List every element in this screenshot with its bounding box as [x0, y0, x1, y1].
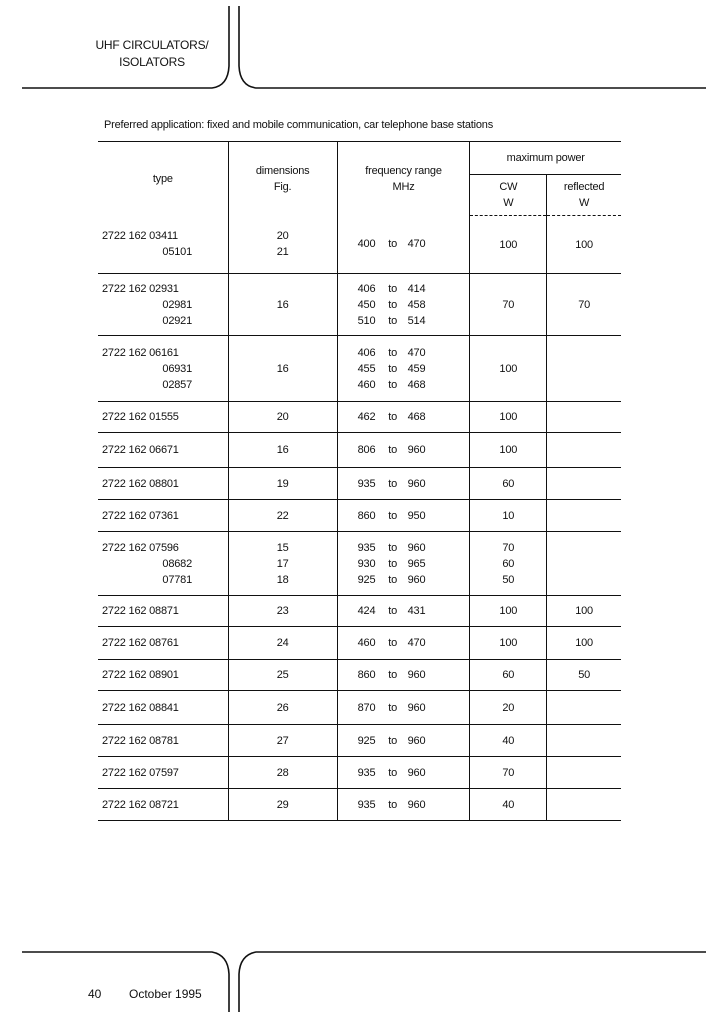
freq-to: to	[388, 282, 398, 295]
reflected-power-value: 100	[575, 238, 593, 251]
freq-to: to	[388, 444, 398, 456]
type-number: 2722 162 08761	[102, 637, 179, 649]
freq-to: to	[388, 557, 398, 570]
fig-number: 16	[276, 298, 289, 311]
reflected-power-cell	[547, 468, 621, 500]
freq-to: to	[388, 605, 398, 617]
table-row	[98, 468, 621, 500]
type-cell	[98, 336, 228, 402]
freq-high: 960	[407, 669, 426, 681]
frequency-range	[338, 313, 470, 329]
cw-power-value: 70	[502, 766, 515, 779]
col-header-cw-unit: W	[503, 197, 514, 209]
frequency-range	[338, 603, 470, 619]
freq-to: to	[388, 701, 398, 714]
fig-number: 22	[276, 509, 289, 522]
table-row	[98, 500, 621, 532]
freq-low: 406	[357, 346, 376, 359]
col-header-reflected-unit: W	[579, 197, 590, 209]
type-variant-number	[102, 572, 228, 588]
frequency-range-cell	[337, 336, 470, 402]
type-number: 2722 162 06161	[102, 346, 179, 359]
col-header-frequency	[337, 142, 470, 216]
table-row	[98, 402, 621, 433]
type-variant-number	[102, 244, 228, 260]
reflected-power-cell	[547, 660, 621, 691]
cw-power-cell	[470, 433, 547, 468]
freq-to: to	[388, 411, 398, 423]
frequency-range-cell	[337, 691, 470, 725]
col-header-dimensions-label: dimensions	[255, 164, 310, 177]
cw-power-cell	[470, 660, 547, 691]
fig-number: 20	[276, 411, 289, 423]
type-variant-number	[102, 556, 228, 572]
type-suffix: 07781	[162, 573, 192, 586]
reflected-power-value: 50	[578, 669, 591, 681]
freq-low: 455	[357, 362, 376, 375]
type-number: 2722 162 03411	[102, 230, 178, 243]
freq-high: 459	[407, 362, 426, 375]
type-cell	[98, 216, 228, 274]
type-cell	[98, 757, 228, 789]
type-suffix: 08682	[162, 557, 192, 570]
type-cell	[98, 500, 228, 532]
table-row	[98, 336, 621, 402]
fig-number: 29	[276, 798, 289, 811]
freq-high: 950	[407, 509, 426, 522]
freq-high: 960	[407, 477, 426, 490]
freq-low: 860	[357, 509, 376, 522]
freq-low: 806	[357, 444, 376, 456]
type-cell	[98, 402, 228, 433]
dimensions-fig-cell	[228, 216, 337, 274]
frequency-range-cell	[337, 627, 470, 660]
cw-power-cell	[470, 468, 547, 500]
freq-to: to	[388, 541, 398, 554]
col-header-max-power: maximum power	[470, 142, 621, 175]
frequency-range-cell	[337, 216, 470, 274]
fig-number: 26	[276, 701, 289, 714]
table-row	[98, 216, 621, 274]
type-number: 2722 162 08721	[102, 798, 179, 811]
reflected-power-value: 100	[575, 637, 593, 649]
header-title-line-2: ISOLATORS	[119, 55, 185, 69]
type-suffix: 02857	[162, 378, 192, 391]
frequency-range	[338, 733, 470, 749]
freq-to: to	[388, 362, 398, 375]
table-row	[98, 660, 621, 691]
frequency-range	[338, 797, 470, 813]
table-row	[98, 596, 621, 627]
reflected-power-cell	[547, 500, 621, 532]
dimensions-fig-cell	[228, 627, 337, 660]
freq-high: 960	[407, 734, 426, 747]
freq-high: 470	[407, 637, 426, 649]
frequency-range-cell	[337, 660, 470, 691]
type-number: 2722 162 08841	[102, 701, 179, 714]
freq-low: 510	[357, 314, 376, 327]
cw-power-cell	[470, 216, 547, 274]
frequency-range	[338, 635, 470, 651]
cw-power-cell	[470, 336, 547, 402]
dimensions-fig-cell	[228, 532, 337, 596]
frequency-range	[338, 572, 470, 588]
cw-power-value: 100	[499, 444, 518, 456]
reflected-power-cell	[547, 274, 621, 336]
freq-to: to	[388, 509, 398, 522]
col-header-reflected-label: reflected	[563, 181, 605, 193]
dimensions-fig-cell	[228, 725, 337, 757]
type-number: 2722 162 08901	[102, 669, 179, 681]
type-cell	[98, 596, 228, 627]
table-row	[98, 627, 621, 660]
fig-number: 15	[276, 541, 289, 554]
dimensions-fig-cell	[228, 691, 337, 725]
fig-number: 23	[276, 605, 289, 617]
freq-high: 960	[407, 573, 426, 586]
dimensions-fig-cell	[228, 274, 337, 336]
table-body	[98, 216, 621, 821]
col-header-mhz-label: MHz	[392, 180, 415, 193]
type-suffix: 06931	[162, 362, 192, 375]
page-number: 40	[88, 987, 102, 1001]
fig-number: 18	[276, 573, 289, 586]
fig-number: 24	[276, 637, 289, 649]
cw-power-value: 50	[502, 573, 515, 586]
freq-low: 460	[357, 637, 376, 649]
freq-low: 935	[357, 766, 376, 779]
cw-power-value: 100	[499, 637, 518, 649]
fig-number: 17	[276, 557, 289, 570]
frequency-range	[338, 236, 470, 252]
freq-to: to	[388, 378, 398, 391]
type-number: 2722 162 07596	[102, 541, 179, 554]
type-cell	[98, 691, 228, 725]
type-cell	[98, 660, 228, 691]
freq-low: 925	[357, 734, 376, 747]
freq-low: 935	[357, 798, 376, 811]
col-header-type: type	[98, 142, 228, 216]
cw-power-value: 10	[502, 509, 515, 522]
table-row	[98, 274, 621, 336]
type-number: 2722 162 02931	[102, 282, 179, 295]
col-header-fig-label: Fig.	[273, 180, 292, 193]
dimensions-fig-cell	[228, 660, 337, 691]
reflected-power-cell	[547, 532, 621, 596]
table-row	[98, 757, 621, 789]
dimensions-fig-cell	[228, 596, 337, 627]
fig-number: 25	[276, 669, 289, 681]
type-cell	[98, 627, 228, 660]
type-number: 2722 162 01555	[102, 411, 179, 423]
freq-to: to	[388, 314, 398, 327]
fig-number: 21	[276, 246, 289, 259]
type-number: 2722 162 08781	[102, 734, 179, 747]
frequency-range	[338, 508, 470, 524]
dimensions-fig-cell	[228, 402, 337, 433]
type-number: 2722 162 07597	[102, 766, 179, 779]
freq-high: 960	[407, 541, 426, 554]
freq-to: to	[388, 734, 398, 747]
frequency-range-cell	[337, 725, 470, 757]
table-row	[98, 691, 621, 725]
cw-power-value: 100	[499, 238, 518, 251]
frequency-range	[338, 700, 470, 716]
type-variant-number	[102, 297, 228, 313]
freq-low: 930	[357, 557, 376, 570]
reflected-power-cell	[547, 336, 621, 402]
dimensions-fig-cell	[228, 789, 337, 821]
freq-low: 860	[357, 669, 376, 681]
cw-power-cell	[470, 757, 547, 789]
reflected-power-cell	[547, 627, 621, 660]
freq-to: to	[388, 238, 398, 251]
freq-high: 960	[407, 766, 426, 779]
fig-number: 19	[276, 477, 289, 490]
freq-low: 870	[357, 701, 376, 714]
reflected-power-cell	[547, 691, 621, 725]
type-cell	[98, 789, 228, 821]
reflected-power-cell	[547, 433, 621, 468]
frequency-range	[338, 377, 470, 393]
frequency-range	[338, 540, 470, 556]
product-table	[98, 141, 621, 821]
cw-power-cell	[470, 596, 547, 627]
frequency-range-cell	[337, 433, 470, 468]
frequency-range-cell	[337, 468, 470, 500]
cw-power-value: 100	[499, 362, 518, 375]
freq-high: 960	[407, 444, 426, 456]
publication-date: October 1995	[129, 987, 202, 1001]
freq-to: to	[388, 766, 398, 779]
cw-power-value: 100	[499, 605, 518, 617]
type-cell	[98, 532, 228, 596]
type-cell	[98, 468, 228, 500]
freq-high: 414	[407, 282, 426, 295]
type-number: 2722 162 08871	[102, 605, 179, 617]
freq-to: to	[388, 637, 398, 649]
reflected-power-value: 70	[578, 298, 591, 311]
fig-number: 20	[276, 230, 289, 243]
freq-to: to	[388, 669, 398, 681]
type-cell	[98, 725, 228, 757]
type-variant-number	[102, 361, 228, 377]
frequency-range-cell	[337, 789, 470, 821]
footer-rule-left	[22, 952, 229, 1012]
dimensions-fig-cell	[228, 500, 337, 532]
cw-power-cell	[470, 500, 547, 532]
freq-low: 424	[357, 605, 376, 617]
freq-low: 462	[357, 411, 376, 423]
freq-high: 458	[407, 298, 426, 311]
freq-to: to	[388, 798, 398, 811]
type-cell	[98, 274, 228, 336]
col-header-reflected	[547, 175, 621, 216]
freq-high: 965	[407, 557, 426, 570]
type-variant-number	[102, 377, 228, 393]
frequency-range-cell	[337, 274, 470, 336]
cw-power-value: 40	[502, 798, 515, 811]
frequency-range	[338, 476, 470, 492]
freq-high: 468	[407, 378, 426, 391]
frequency-range	[338, 345, 470, 361]
reflected-power-cell	[547, 596, 621, 627]
dimensions-fig-cell	[228, 468, 337, 500]
cw-power-value: 100	[499, 411, 518, 423]
freq-to: to	[388, 346, 398, 359]
col-header-cw	[470, 175, 547, 216]
type-suffix: 05101	[162, 246, 192, 259]
cw-power-value: 70	[502, 541, 515, 554]
dimensions-fig-cell	[228, 336, 337, 402]
frequency-range	[338, 361, 470, 377]
cw-power-value: 60	[502, 477, 515, 490]
dimensions-fig-cell	[228, 757, 337, 789]
type-number: 2722 162 06671	[102, 444, 179, 456]
freq-low: 400	[357, 238, 376, 251]
reflected-power-cell	[547, 216, 621, 274]
freq-high: 514	[407, 314, 426, 327]
frequency-range	[338, 281, 470, 297]
cw-power-cell	[470, 725, 547, 757]
cw-power-cell	[470, 789, 547, 821]
freq-high: 960	[407, 701, 426, 714]
cw-power-value: 20	[502, 701, 515, 714]
cw-power-value: 70	[502, 298, 515, 311]
freq-low: 925	[357, 573, 376, 586]
fig-number: 16	[276, 444, 289, 456]
table-row	[98, 532, 621, 596]
frequency-range	[338, 297, 470, 313]
fig-number: 16	[276, 362, 289, 375]
cw-power-value: 60	[502, 557, 515, 570]
type-number: 2722 162 08801	[102, 477, 179, 490]
cw-power-value: 60	[502, 669, 515, 681]
cw-power-cell	[470, 402, 547, 433]
freq-to: to	[388, 477, 398, 490]
fig-number: 28	[276, 766, 289, 779]
frequency-range	[338, 442, 470, 458]
frequency-range-cell	[337, 757, 470, 789]
type-variant-number	[102, 313, 228, 329]
type-cell	[98, 433, 228, 468]
type-suffix: 02921	[162, 314, 192, 327]
preferred-application-note: Preferred application: fixed and mobile communication, car telephone base stations	[104, 119, 493, 131]
cw-power-cell	[470, 274, 547, 336]
col-header-cw-label: CW	[499, 181, 518, 193]
table-row	[98, 725, 621, 757]
freq-low: 450	[357, 298, 376, 311]
header-title-line-1: UHF CIRCULATORS/	[95, 38, 209, 52]
freq-to: to	[388, 573, 398, 586]
frequency-range-cell	[337, 500, 470, 532]
freq-high: 470	[407, 346, 426, 359]
frequency-range	[338, 409, 470, 425]
fig-number: 27	[276, 734, 289, 747]
freq-low: 935	[357, 477, 376, 490]
cw-power-value: 40	[502, 734, 515, 747]
reflected-power-cell	[547, 725, 621, 757]
table-row	[98, 433, 621, 468]
type-number: 2722 162 07361	[102, 509, 179, 522]
freq-low: 935	[357, 541, 376, 554]
reflected-power-value: 100	[575, 605, 593, 617]
col-header-frequency-label: frequency range	[365, 164, 442, 177]
frequency-range	[338, 765, 470, 781]
col-header-dimensions	[228, 142, 337, 216]
freq-high: 468	[407, 411, 426, 423]
cw-power-cell	[470, 627, 547, 660]
frequency-range	[338, 667, 470, 683]
cw-power-cell	[470, 532, 547, 596]
frequency-range-cell	[337, 402, 470, 433]
frequency-range	[338, 556, 470, 572]
freq-low: 406	[357, 282, 376, 295]
header-rule-right	[239, 6, 706, 88]
freq-high: 960	[407, 798, 426, 811]
reflected-power-cell	[547, 757, 621, 789]
reflected-power-cell	[547, 789, 621, 821]
freq-to: to	[388, 298, 398, 311]
freq-low: 460	[357, 378, 376, 391]
cw-power-cell	[470, 691, 547, 725]
footer-rule-right	[239, 952, 706, 1012]
freq-high: 431	[407, 605, 426, 617]
frequency-range-cell	[337, 596, 470, 627]
type-suffix: 02981	[162, 298, 192, 311]
freq-high: 470	[407, 238, 426, 251]
table-row	[98, 789, 621, 821]
dimensions-fig-cell	[228, 433, 337, 468]
reflected-power-cell	[547, 402, 621, 433]
frequency-range-cell	[337, 532, 470, 596]
